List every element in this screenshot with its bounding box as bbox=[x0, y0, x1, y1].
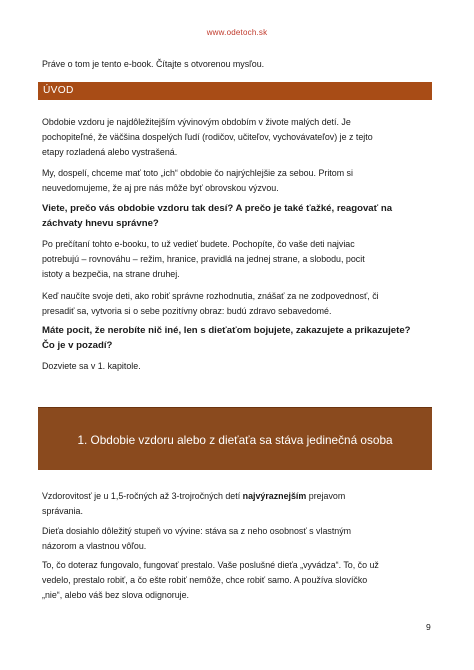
text-line: etapy rozladená alebo vystrašená. bbox=[42, 147, 178, 157]
text-run: prejavom bbox=[306, 491, 346, 501]
chapter-paragraph-3 bbox=[42, 558, 432, 603]
text-line bbox=[42, 489, 432, 504]
text-line: záchvaty hnevu správne? bbox=[42, 218, 159, 229]
uvod-paragraph-1 bbox=[42, 115, 432, 160]
text-line: istoty a bezpečia, na strane druhej. bbox=[42, 269, 180, 279]
chapter-heading-title: 1. Obdobie vzdoru alebo z dieťaťa sa stáva jedinečná osoba bbox=[77, 433, 393, 447]
text-line: Obdobie vzdoru je najdôležitejším vývinovým obdobím v živote malých detí. Je bbox=[42, 117, 351, 127]
page-number: 9 bbox=[426, 622, 431, 632]
chapter-heading bbox=[38, 407, 432, 470]
uvod-paragraph-5: Dozviete sa v 1. kapitole. bbox=[42, 361, 141, 371]
section-heading-uvod bbox=[38, 82, 432, 100]
text-line: Dieťa dosiahlo dôležitý stupeň vo vývine: stáva sa z neho osobnosť s vlastným bbox=[42, 526, 352, 536]
chapter-paragraph-2 bbox=[42, 524, 432, 554]
chapter-paragraph-1 bbox=[42, 489, 432, 519]
text-line: presadiť sa, vytvoria si o sebe pozitívny obraz: budú zdravo sebavedomé. bbox=[42, 306, 332, 316]
header-url: www.odetoch.sk bbox=[206, 28, 268, 37]
emphasis-text: najvýraznejším bbox=[242, 491, 307, 501]
text-line: „nie“, alebo váš bez slova odignoruje. bbox=[42, 590, 190, 600]
text-line: správania. bbox=[42, 506, 83, 516]
uvod-paragraph-4 bbox=[42, 289, 432, 319]
text-run: Vzdorovitosť je u 1,5-ročných až 3-trojročných detí bbox=[42, 491, 243, 501]
text-line: názorom a vlastnou vôľou. bbox=[42, 541, 147, 551]
text-line: My, dospelí, chceme mať toto „ich“ obdobie čo najrýchlejšie za sebou. Pritom si bbox=[42, 168, 353, 178]
text-line: Máte pocit, že nerobíte nič iné, len s dieťaťom bojujete, zakazujete a prikazujete? bbox=[42, 325, 411, 336]
text-line: vedelo, prestalo robiť, a čo ešte robiť nemôže, chce robiť samo. A používa slovíčko bbox=[42, 575, 368, 585]
text-line: Keď naučíte svoje deti, ako robiť správne rozhodnutia, znášať za ne zodpovednosť, či bbox=[42, 291, 379, 301]
text-line: neuvedomujeme, že aj pre nás môže byť obrovskou výzvou. bbox=[42, 183, 279, 193]
text-line: pochopiteľné, že väčšina dospelých ľudí (rodičov, učiteľov, vychovávateľov) je z tejto bbox=[42, 132, 373, 142]
intro-paragraph: Práve o tom je tento e-book. Čítajte s otvorenou mysľou. bbox=[42, 59, 265, 69]
uvod-paragraph-3 bbox=[42, 237, 432, 282]
uvod-question-2 bbox=[42, 323, 432, 353]
section-heading-uvod-label: ÚVOD bbox=[43, 85, 74, 96]
text-line: To, čo doteraz fungovalo, fungovať prestalo. Vaše poslušné dieťa „vyvádza“. To, čo už bbox=[42, 560, 379, 570]
text-line: Po prečítaní tohto e-booku, to už vedieť budete. Pochopíte, čo vaše deti najviac bbox=[42, 239, 355, 249]
uvod-paragraph-2 bbox=[42, 166, 432, 196]
text-line: potrebujú – rovnováhu – režim, hranice, pravidlá na jednej strane, a slobodu, pocit bbox=[42, 254, 365, 264]
text-line: Čo je v pozadí? bbox=[42, 340, 113, 351]
text-line: Viete, prečo vás obdobie vzdoru tak desí? A prečo je také ťažké, reagovať na bbox=[42, 203, 393, 214]
uvod-question-1 bbox=[42, 201, 432, 231]
